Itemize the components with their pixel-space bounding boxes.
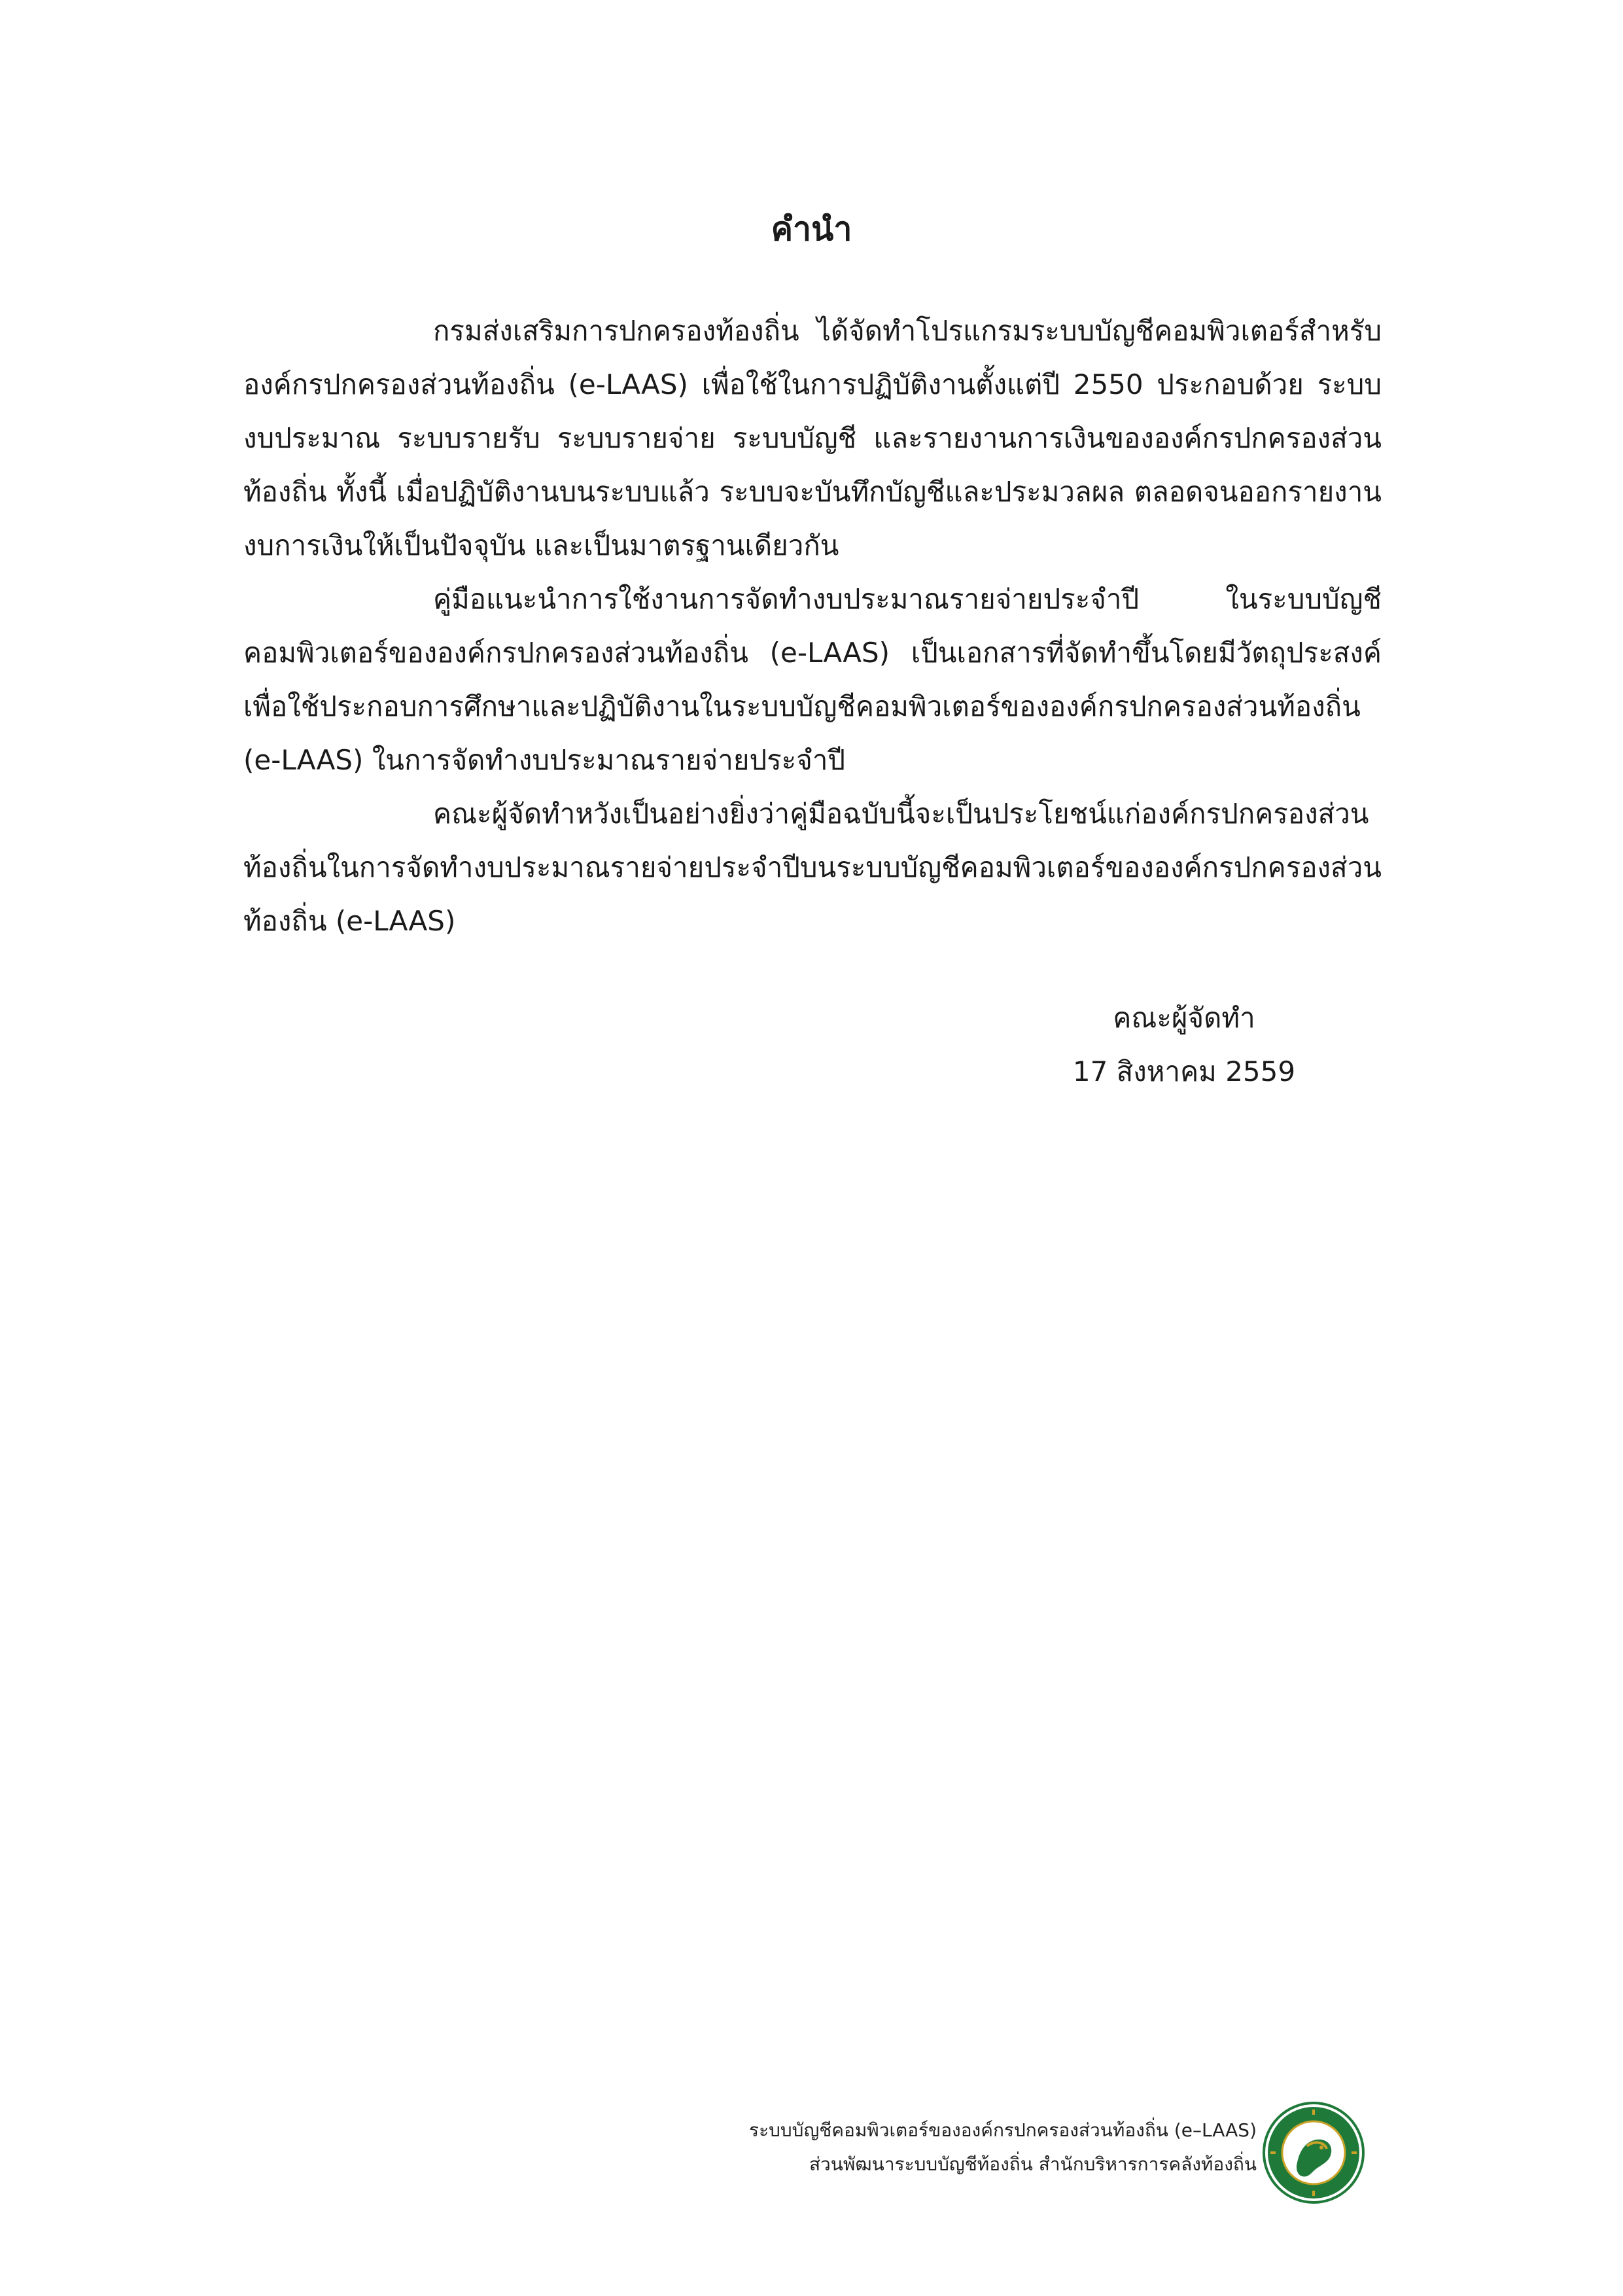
footer-system-name: ระบบบัญชีคอมพิวเตอร์ขององค์กรปกครองส่วนท้องถิ่น (e–LAAS) [749, 2119, 1257, 2141]
signature-block [1021, 991, 1348, 1099]
paragraph-3: คณะผู้จัดทำหวังเป็นอย่างยิ่งว่าคู่มือฉบับนี้จะเป็นประโยชน์แก่องค์กรปกครองส่วนท้องถิ่นในการจัดทำงบประมาณรายจ่ายประจำปีบนระบบบัญชีคอมพิวเตอร์ขององค์กรปกครองส่วนท้องถิ่น (e-LAAS) [243, 798, 1382, 937]
signature-date: 17 สิงหาคม 2559 [1072, 1055, 1296, 1087]
footer-department: ส่วนพัฒนาระบบบัญชีท้องถิ่น สำนักบริหารการคลังท้องถิ่น [809, 2153, 1257, 2175]
signature-author: คณะผู้จัดทำ [1113, 1002, 1255, 1034]
page-title: คำนำ [771, 210, 852, 248]
paragraph-1: กรมส่งเสริมการปกครองท้องถิ่น ได้จัดทำโปรแกรมระบบบัญชีคอมพิวเตอร์สำหรับองค์กรปกครองส่วนท้องถิ่น (e-LAAS) เพื่อใช้ในการปฏิบัติงานตั้งแต่ปี 2550 ประกอบด้วย ระบบงบประมาณ ระบบรายรับ ระบบรายจ่าย ระบบบัญชี และรายงานการเงินขององค์กรปกครองส่วนท้องถิ่น ทั้งนี้ เมื่อปฏิบัติงานบนระบบแล้ว ระบบจะบันทึกบัญชีและประมวลผล ตลอดจนออกรายงานงบการเงินให้เป็นปัจจุบัน และเป็นมาตรฐานเดียวกัน [243, 315, 1382, 561]
page-footer [749, 2113, 1257, 2181]
paragraph-2: คู่มือแนะนำการใช้งานการจัดทำงบประมาณรายจ่ายประจำปี ในระบบบัญชีคอมพิวเตอร์ขององค์กรปกครองส่วนท้องถิ่น (e-LAAS) เป็นเอกสารที่จัดทำขึ้นโดยมีวัตถุประสงค์เพื่อใช้ประกอบการศึกษาและปฏิบัติงานในระบบบัญชีคอมพิวเตอร์ขององค์กรปกครองส่วนท้องถิ่น (e-LAAS) ในการจัดทำงบประมาณรายจ่ายประจำปี [243, 583, 1382, 776]
department-seal-icon [1261, 2100, 1366, 2205]
preface-body [243, 304, 1382, 948]
